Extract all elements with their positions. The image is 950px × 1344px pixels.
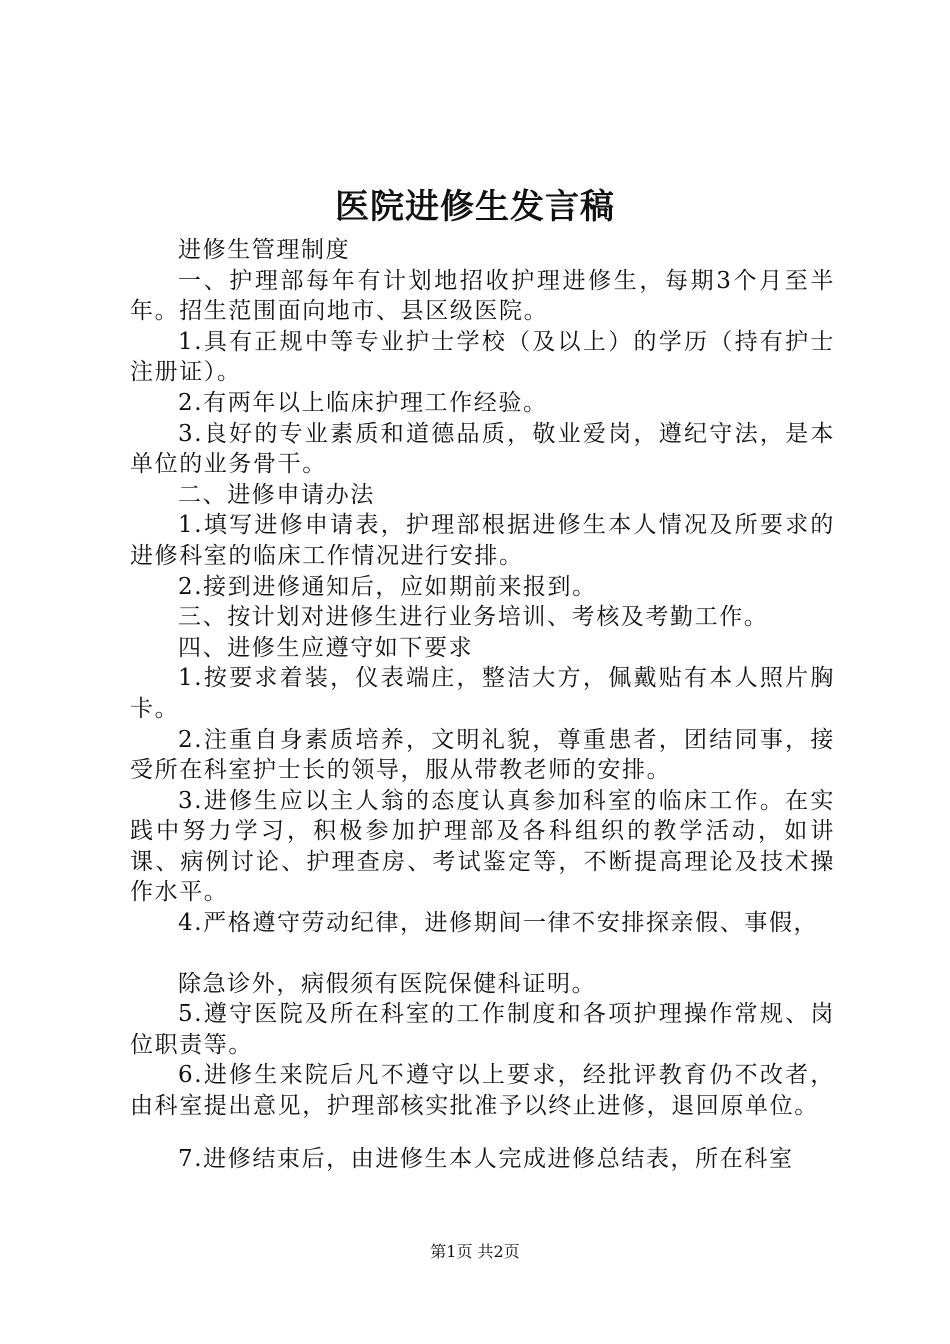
paragraph: 除急诊外，病假须有医院保健科证明。 bbox=[178, 970, 597, 997]
page-number-label: 第1页 共2页 bbox=[430, 1242, 520, 1261]
paragraph: 1.按要求着装，仪表端庄，整洁大方，佩戴贴有本人照片胸卡。 bbox=[130, 665, 835, 722]
paragraph: 2.有两年以上临床护理工作经验。 bbox=[178, 389, 548, 416]
page-footer bbox=[0, 1242, 950, 1262]
document-body bbox=[130, 235, 835, 1174]
paragraph: 2.接到进修通知后，应如期前来报到。 bbox=[178, 573, 597, 600]
paragraph: 二、进修申请办法 bbox=[178, 481, 375, 508]
paragraph: 进修生管理制度 bbox=[178, 237, 351, 263]
paragraph: 1.具有正规中等专业护士学校（及以上）的学历（持有护士注册证）。 bbox=[130, 328, 835, 386]
paragraph: 6.进修生来院后凡不遵守以上要求，经批评教育仍不改者，由科室提出意见，护理部核实批准予以终止进修，退回原单位。 bbox=[130, 1062, 835, 1120]
paragraph: 1.填写进修申请表，护理部根据进修生本人情况及所要求的进修科室的临床工作情况进行安排。 bbox=[130, 512, 835, 569]
paragraph: 2.注重自身素质培养，文明礼貌，尊重患者，团结同事，接受所在科室护士长的领导，服从带教老师的安排。 bbox=[130, 726, 835, 784]
paragraph: 三、按计划对进修生进行业务培训、考核及考勤工作。 bbox=[178, 604, 769, 631]
paragraph: 一、护理部每年有计划地招收护理进修生，每期3个月至半年。招生范围面向地市、县区级医院。 bbox=[130, 267, 835, 325]
paragraph: 7.进修结束后，由进修生本人完成进修总结表，所在科室 bbox=[178, 1145, 794, 1172]
paragraph: 5.遵守医院及所在科室的工作制度和各项护理操作常规、岗位职责等。 bbox=[130, 1001, 835, 1058]
paragraph: 4.严格遵守劳动纪律，进修期间一律不安排探亲假、事假， bbox=[178, 910, 819, 937]
document-title: 医院进修生发言稿 bbox=[335, 187, 615, 227]
paragraph: 四、进修生应遵守如下要求 bbox=[178, 634, 474, 661]
paragraph: 3.良好的专业素质和道德品质，敬业爱岗，遵纪守法，是本单位的业务骨干。 bbox=[130, 420, 835, 478]
paragraph: 3.进修生应以主人翁的态度认真参加科室的临床工作。在实践中努力学习，积极参加护理部及各科组织的教学活动，如讲课、病例讨论、护理查房、考试鉴定等，不断提高理论及技术操作水平。 bbox=[130, 787, 835, 906]
